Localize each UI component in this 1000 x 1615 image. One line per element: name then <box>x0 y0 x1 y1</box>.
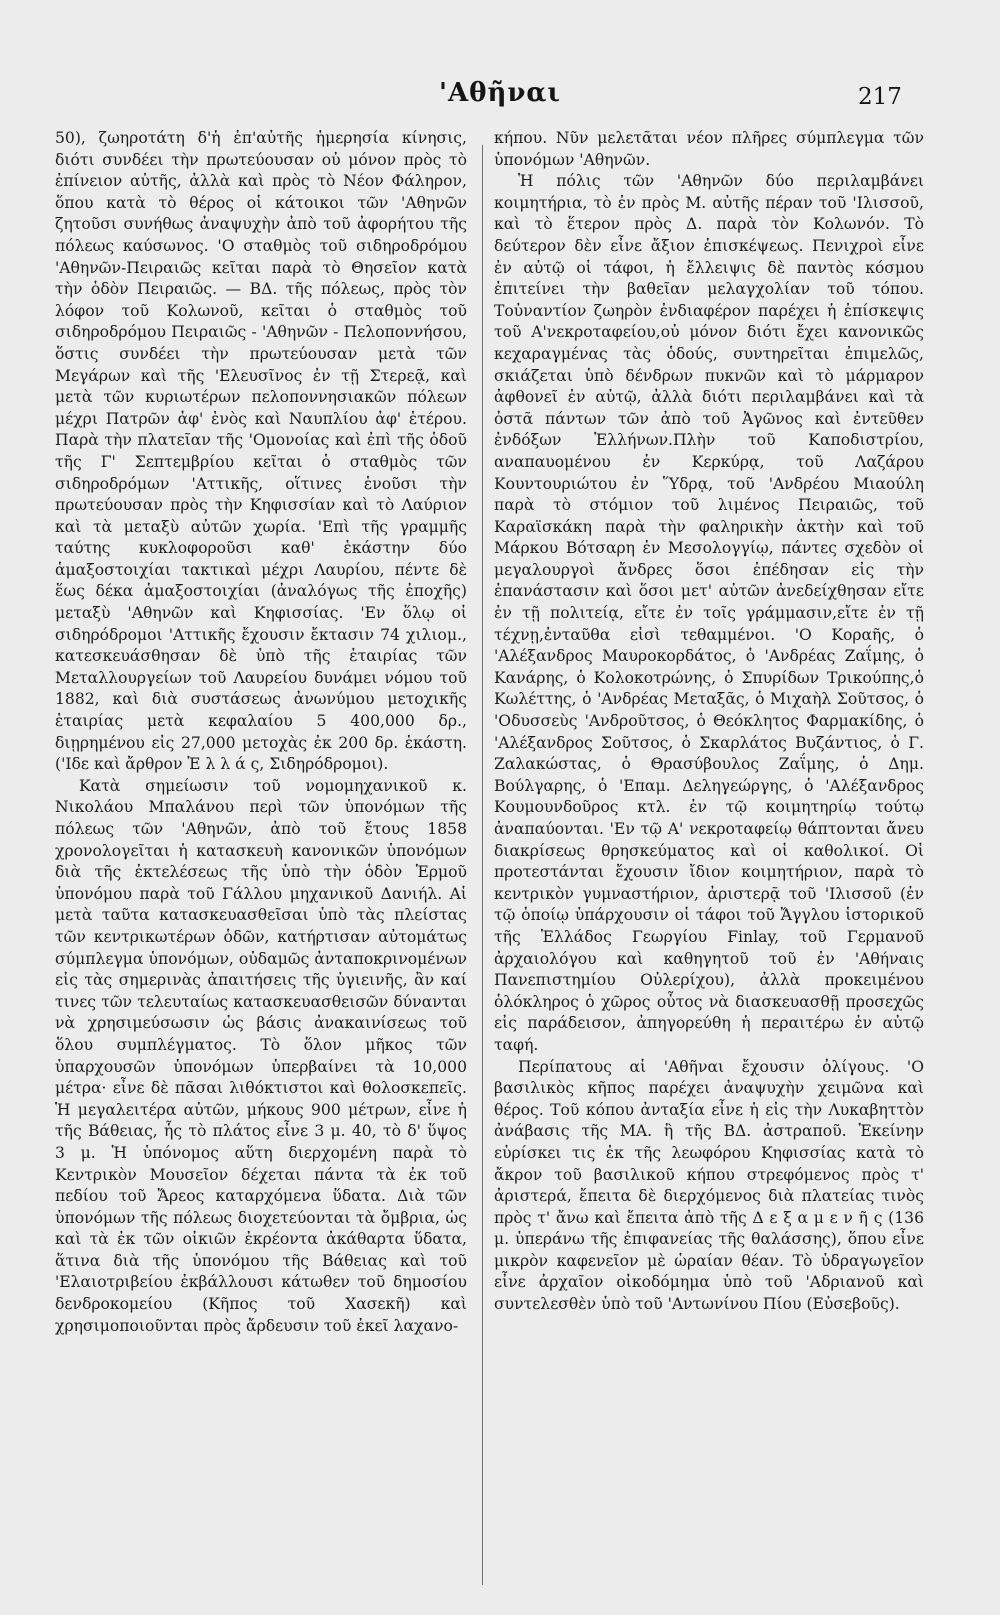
right-column <box>494 128 924 1316</box>
left-column <box>55 128 467 1337</box>
running-title: 'Αθῆναι <box>438 78 561 108</box>
page-number: 217 <box>858 84 902 110</box>
right-paragraph-3: Περίπατους αἱ 'Αθῆναι ἔχουσιν ὀλίγους. 'Ο βασιλικὸς κῆπος παρέχει ἀναψυχὴν χειμῶνα καὶ θέρος. Τοῦ κόπου ἀνταξία εἶνε ἡ εἰς τὴν Λυκαβηττὸν ἀνάβασις τῆς ΜΑ. ἢ τῆς ΒΔ. ἀστραποῦ. Ἐκείνην εὑρίσκει τις ἐκ τῆς λεωφόρου Κηφισσίας κατὰ τὸ ἄκρον τοῦ βασιλικοῦ κήπου στρεφόμενος πρὸς τ' ἀριστερά, ἔπειτα δὲ διερχόμενος διὰ πλατείας τινὸς πρὸς τ' ἄνω καὶ ἔπειτα ἀπὸ τῆς Δ ε ξ α μ ε ν ῆ ς (136 μ. ὑπεράνω τῆς ἐπιφανείας τῆς θαλάσσης), ὅπου εἶνε μικρὸν καφενεῖον μὲ ὡραίαν θέαν. Τὸ ὑδραγωγεῖον εἶνε ἀρχαῖον οἰκοδόμημα ὑπὸ τοῦ 'Αδριανοῦ καὶ συντελεσθὲν ὑπὸ τοῦ 'Αντωνίνου Πίου (Εὐσεβοῦς). <box>494 1057 924 1314</box>
left-paragraph-1: 50), ζωηροτάτη δ'ἡ ἐπ'αὐτῆς ἡμερησία κίνησις, διότι συνδέει τὴν πρωτεύουσαν οὐ μόνον πρὸς τὸ ἐπίνειον αὐτῆς, ἀλλὰ καὶ πρὸς τὸ Νέον Φάληρον, ὅπου κατὰ τὸ θέρος οἱ κάτοικοι τῶν 'Αθηνῶν ζητοῦσι συνήθως ἀναψυχὴν ἀπὸ τοῦ ἀφορήτου τῆς πόλεως καύσωνος. 'Ο σταθμὸς τοῦ σιδηροδρόμου 'Αθηνῶν-Πειραιῶς κεῖται παρὰ τὸ Θησεῖον κατὰ τὴν ὁδὸν Πειραιῶς. — ΒΔ. τῆς πόλεως, πρὸς τὸν λόφον τοῦ Κολωνοῦ, κεῖται ὁ σταθμὸς τοῦ σιδηροδρόμου Πειραιῶς - 'Αθηνῶν - Πελοποννήσου, ὅστις συνδέει τὴν πρωτεύουσαν μετὰ τῶν Μεγάρων καὶ τῆς 'Ελευσῖνος ἐν τῇ Στερεᾷ, καὶ μετὰ τῶν κυριωτέρων πελοποννησιακῶν πόλεων μέχρι Πατρῶν ἀφ' ἑνὸς καὶ Ναυπλίου ἀφ' ἑτέρου. Παρὰ τὴν πλατεῖαν τῆς 'Ομονοίας καὶ ἐπὶ τῆς ὁδοῦ τῆς Γ' Σεπτεμβρίου κεῖται ὁ σταθμὸς τῶν σιδηροδρόμων 'Αττικῆς, οἵτινες ἑνοῦσι τὴν πρωτεύουσαν πρὸς τὴν Κηφισσίαν καὶ τὸ Λαύριον καὶ τὰ μεταξὺ αὐτῶν χωρία. 'Επὶ τῆς γραμμῆς ταύτης κυκλοφοροῦσι καθ' ἑκάστην δύο ἁμαξοστοιχίαι τακτικαὶ μέχρι Λαυρίου, πέντε δὲ ἕως δέκα ἁμαξοστοιχίαι (ἀναλόγως τῆς ἐποχῆς) μεταξὺ 'Αθηνῶν καὶ Κηφισσίας. 'Εν ὅλῳ οἱ σιδηρόδρομοι 'Αττικῆς ἔχουσιν ἔκτασιν 74 χιλιομ., κατεσκευάσθησαν δὲ ὑπὸ τῆς ἑταιρίας τῶν Μεταλλουργείων τοῦ Λαυρείου δυνάμει νόμου τοῦ 1882, καὶ διὰ συστάσεως ἀνωνύμου μετοχικῆς ἑταιρίας μετὰ κεφαλαίου 5 400,000 δρ., διῃρημένου εἰς 27,000 μετοχὰς ἐκ 200 δρ. ἑκάστη. ('Ιδε καὶ ἄρθρον Ἑ λ λ ά ς, Σιδηρόδρομοι). <box>55 129 467 774</box>
left-paragraph-2: Κατὰ σημείωσιν τοῦ νομομηχανικοῦ κ. Νικολάου Μπαλάνου περὶ τῶν ὑπονόμων τῆς πόλεως τῶν 'Αθηνῶν, ἀπὸ τοῦ ἔτους 1858 χρονολογεῖται ἡ κατασκευὴ κανονικῶν ὑπονόμων διὰ τῆς ἐκτελέσεως τῆς ὑπὸ τὴν ὁδὸν Ἑρμοῦ ὑπονόμου παρὰ τοῦ Γάλλου μηχανικοῦ Δανιήλ. Αἱ μετὰ ταῦτα κατασκευασθεῖσαι ὑπὸ τὰς πλείστας τῶν κεντρικωτέρων ὁδῶν, κατήρτισαν αὐτομάτως σύμπλεγμα ὑπονόμων, οὐδαμῶς ἀνταποκρινομένων εἰς τὰς σημερινὰς ἀπαιτήσεις τῆς ὑγιεινῆς, ἂν καί τινες τῶν τελευταίως κατασκευασθεισῶν δύνανται νὰ χρησιμεύσωσιν ὡς βάσις ἀνακαινίσεως τοῦ ὅλου συμπλέγματος. Τὸ ὅλον μῆκος τῶν ὑπαρχουσῶν ὑπονόμων ὑπερβαίνει τὰ 10,000 μέτρα· εἶνε δὲ πᾶσαι λιθόκτιστοι καὶ θολοσκεπεῖς. Ἡ μεγαλειτέρα αὐτῶν, μήκους 900 μέτρων, εἶνε ἡ τῆς Βάθειας, ἧς τὸ πλάτος εἶνε 3 μ. 40, τὸ δ' ὕψος 3 μ. Ἡ ὑπόνομος αὕτη διερχομένη παρὰ τὸ Κεντρικὸν Μουσεῖον δέχεται πάντα τὰ ἐκ τοῦ πεδίου τοῦ Ἄρεος καταρχόμενα ὕδατα. Διὰ τῶν ὑπονόμων τῆς πόλεως διοχετεύονται τὰ ὄμβρια, ὡς καὶ τὰ ἐκ τῶν οἰκιῶν ἐκρέοντα ἀκάθαρτα ὕδατα, ἅτινα διὰ τῆς ὑπονόμου τῆς Βάθειας καὶ τοῦ 'Ελαιοτριβείου ἐκβάλλουσι κάτωθεν τοῦ δημοσίου δενδροκομείου (Κῆπος τοῦ Χασεκῆ) καὶ χρησιμοποιοῦνται πρὸς ἄρδευσιν τοῦ ἐκεῖ λαχανο- <box>55 776 467 1335</box>
column-divider <box>482 145 483 1585</box>
right-paragraph-2: Ἡ πόλις τῶν 'Αθηνῶν δύο περιλαμβάνει κοιμητήρια, τὸ ἐν πρὸς Μ. αὐτῆς πέραν τοῦ 'Ιλισσοῦ, καὶ τὸ ἕτερον πρὸς Δ. παρὰ τὸν Κολωνόν. Τὸ δεύτερον δὲν εἶνε ἄξιον ἐπισκέψεως. Πενιχροὶ εἶνε ἐν αὐτῷ οἱ τάφοι, ἡ ἔλλειψις δὲ παντὸς κόσμου ἐπιτείνει τὴν βαθεῖαν μελαγχολίαν τοῦ τόπου. Τοὐναντίον ζωηρὸν ἐνδιαφέρον παρέχει ἡ ἐπίσκεψις τοῦ Α'νεκροταφείου,οὐ μόνον διότι ἔχει κανονικῶς κεχαραγμένας τὰς ὁδούς, συντηρεῖται ἐπιμελῶς, σκιάζεται ὑπὸ δένδρων πυκνῶν καὶ τὸ μάρμαρον ἀφθονεῖ ἐν αὐτῷ, ἀλλὰ διότι περιλαμβάνει καὶ τὰ ὀστᾶ πάντων τῶν ἀπὸ τοῦ Ἀγῶνος καὶ ἐντεῦθεν ἐνδόξων Ἑλλήνων.Πλὴν τοῦ Καποδιστρίου, αναπαυομένου ἐν Κερκύρᾳ, τοῦ Λαζάρου Κουντουριώτου ἐν Ὕδρᾳ, τοῦ 'Ανδρέου Μιαούλη παρὰ τὸ στόμιον τοῦ λιμένος Πειραιῶς, τοῦ Καραϊσκάκη παρὰ τὴν φαληρικὴν ἀκτὴν καὶ τοῦ Μάρκου Βότσαρη ἐν Μεσολογγίῳ, πάντες σχεδὸν οἱ μεγαλουργοὶ ἄνδρες ὅσοι ἐπέδησαν εἰς τὴν ἐπανάστασιν καὶ ὅσοι μετ' αὐτῶν ἀνεδείχθησαν εἴτε ἐν τῇ πολιτείᾳ, εἴτε ἐν τοῖς γράμμασιν,εἴτε ἐν τῇ τέχνῃ,ἐνταῦθα εἰσὶ τεθαμμένοι. 'Ο Κοραῆς, ὁ 'Αλέξανδρος Μαυροκορδάτος, ὁ 'Ανδρέας Ζαΐμης, ὁ Κανάρης, ὁ Κολοκοτρώνης, ὁ Σπυρίδων Τρικούπης,ὁ Κωλέττης, ὁ 'Ανδρέας Μεταξᾶς, ὁ Μιχαὴλ Σοῦτσος, ὁ 'Οδυσσεὺς 'Ανδροῦτσος, ὁ Θεόκλητος Φαρμακίδης, ὁ 'Αλέξανδρος Σοῦτσος, ὁ Σκαρλάτος Βυζάντιος, ὁ Γ. Ζαλακώστας, ὁ Θρασύβουλος Ζαΐμης, ὁ Δημ. Βούλγαρης, ὁ 'Επαμ. Δεληγεώργης, ὁ 'Αλέξανδρος Κουμουνδοῦρος κτλ. ἐν τῷ κοιμητηρίῳ τούτῳ ἀναπαύονται. 'Εν τῷ Α' νεκροταφείῳ θάπτονται ἄνευ διακρίσεως θρησκεύματος καὶ οἱ καθολικοί. Οἱ προτεστάνται ἔχουσιν ἴδιον κοιμητήριον, παρὰ τὸ κεντρικὸν γυμναστήριον, ἀριστερᾷ τοῦ 'Ιλισσοῦ (ἐν τῷ ὁποίῳ ὑπάρχουσιν οἱ τάφοι τοῦ Ἄγγλου ἱστορικοῦ τῆς Ἑλλάδος Γεωργίου Finlay, τοῦ Γερμανοῦ ἀρχαιολόγου καὶ καθηγητοῦ τοῦ ἐν 'Αθήναις Πανεπιστημίου Οὐλερίχου), ἀλλὰ προκειμένου ὁλόκληρος ὁ χῶρος οὗτος νὰ διασκευασθῇ προσεχῶς εἰς παράδεισον, ἀπηγορεύθη ἡ περαιτέρω ἐν αὐτῷ ταφή. <box>494 172 924 1054</box>
right-paragraph-1: κήπου. Νῦν μελετᾶται νέον πλῆρες σύμπλεγμα τῶν ὑπονόμων 'Αθηνῶν. <box>494 129 924 169</box>
